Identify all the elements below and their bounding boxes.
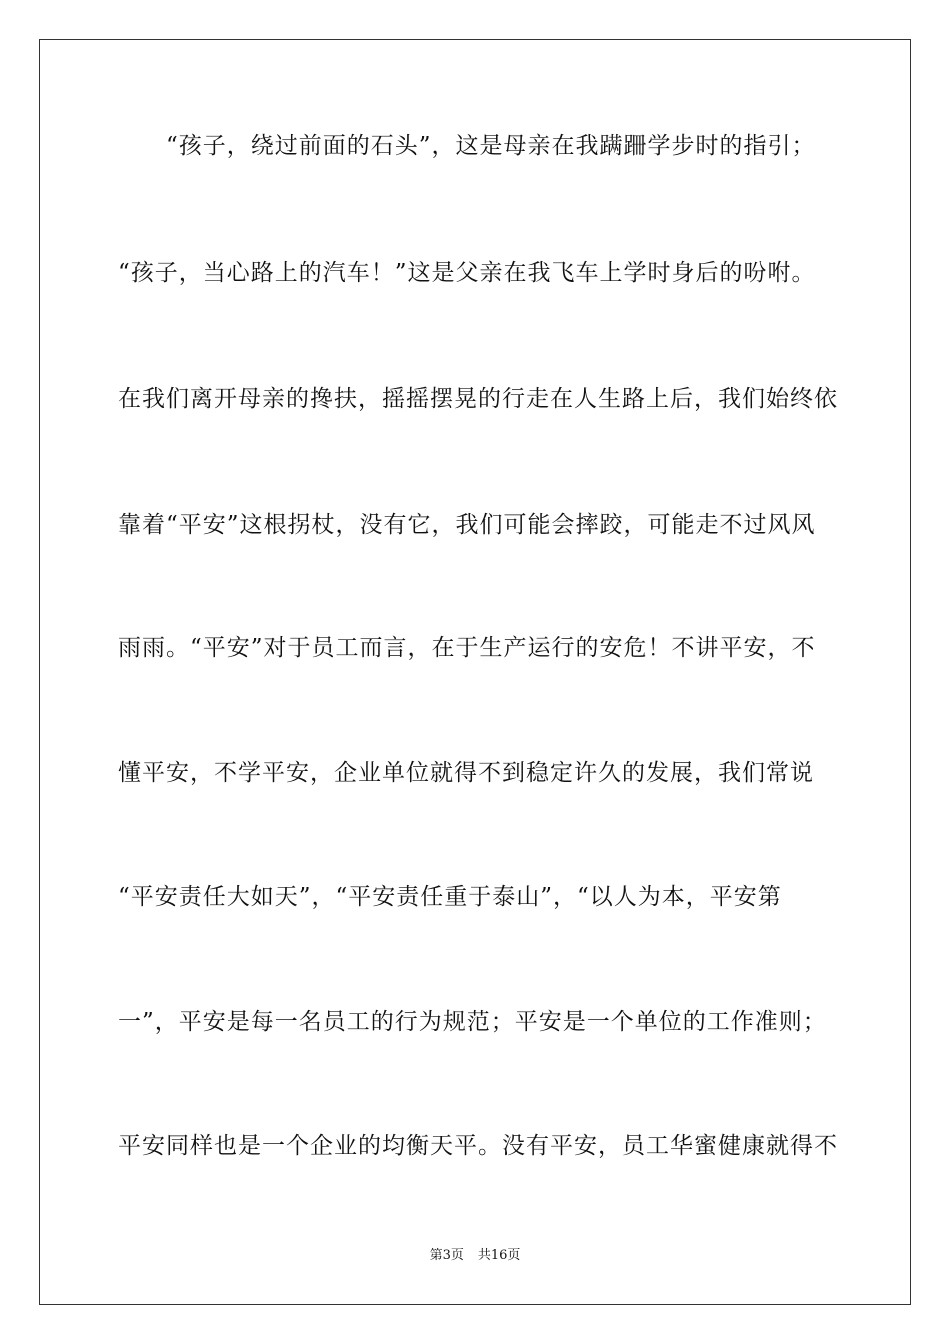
paragraph-line: “平安责任大如天”，“平安责任重于泰山”，“以人为本，平安第 (118, 884, 782, 910)
paragraph-line: 在我们离开母亲的搀扶，摇摇摆晃的行走在人生路上后，我们始终依 (118, 386, 838, 412)
paragraph-line: 平安同样也是一个企业的均衡天平。没有平安，员工华蜜健康就得不 (118, 1133, 838, 1159)
paragraph-line: “孩子，当心路上的汽车！”这是父亲在我飞车上学时身后的吩咐。 (118, 260, 816, 286)
page-footer (0, 1247, 950, 1265)
paragraph-line: 懂平安，不学平安，企业单位就得不到稳定许久的发展，我们常说 (118, 760, 814, 786)
page-total: 共16页 (477, 1248, 521, 1263)
paragraph-line: 雨雨。“平安”对于员工而言，在于生产运行的安危！不讲平安，不 (118, 635, 816, 661)
paragraph-line: 一”，平安是每一名员工的行为规范；平安是一个单位的工作准则； (118, 1009, 827, 1035)
paragraph-line: “孩子，绕过前面的石头”，这是母亲在我蹒跚学步时的指引； (166, 133, 816, 159)
page-number: 第3页 (429, 1248, 464, 1263)
paragraph-line: 靠着“平安”这根拐杖，没有它，我们可能会摔跤，可能走不过风风 (118, 512, 816, 538)
page-frame (39, 39, 911, 1305)
